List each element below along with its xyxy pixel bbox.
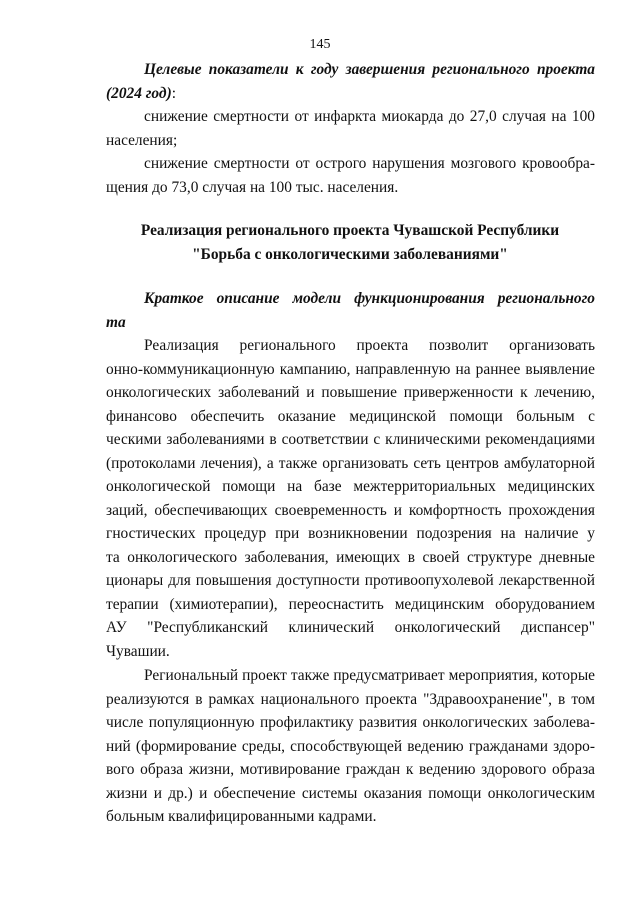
target-heading-line-2	[106, 82, 595, 106]
target-item-1-line-2: населения;	[106, 131, 178, 149]
p1-line-12: терапии (химиотерапии), переоснастить медицинским оборудованием	[106, 595, 595, 613]
section-title-line-1: Реализация регионального проекта Чувашской Республики	[140, 222, 560, 239]
model-description-subheading	[106, 287, 595, 334]
p2-line-6: жизни и др.) и обеспечение системы оказания помощи онкологическим	[106, 784, 595, 802]
p1-line-10: та онкологического заболевания, имеющих в своей структуре дневные	[106, 548, 595, 566]
p1-line-3: онкологических заболеваний и повышение приверженности к лечению,	[106, 384, 595, 401]
p2-line-7: больным квалифицированными кадрами.	[106, 808, 377, 825]
p2-line-4: ний (формирование среды, способствующей ведению гражданами здоро-	[106, 737, 595, 755]
p2-line-5: вого образа жизни, мотивирование граждан к ведению здорового образа	[106, 761, 595, 778]
paragraph-1	[106, 334, 595, 663]
p1-line-1: Реализация регионального проекта позволит организовать	[144, 337, 595, 354]
paragraph-2	[106, 664, 595, 829]
p1-line-5: ческими заболеваниями в соответствии с клиническими рекомендациями	[106, 431, 595, 448]
p1-line-7: онкологической помощи на базе межтерриториальных медицинских	[106, 478, 595, 495]
p1-line-14: Чувашии.	[106, 642, 170, 660]
target-heading-colon: :	[171, 84, 176, 102]
target-item-2-line-2: щения до 73,0 случая на 100 тыс. населения.	[106, 178, 399, 196]
page-number: 145	[309, 37, 331, 52]
target-heading-line-1: Целевые показатели к году завершения регионального проекта	[144, 61, 595, 78]
section-title-line-2: "Борьба с онкологическими заболеваниями"	[192, 245, 508, 263]
subheading-line-2: та	[106, 313, 126, 331]
p1-line-8: заций, обеспечивающих своевременность и комфортность прохождения	[106, 501, 595, 519]
p1-line-6: (протоколами лечения), а также организовать сеть центров амбулаторной	[106, 454, 595, 472]
target-item-1-line-1: снижение смертности от инфаркта миокарда до 27,0 случая на 100	[144, 108, 595, 125]
p2-line-1: Региональный проект также предусматривает мероприятия, которые	[144, 667, 595, 684]
p1-line-4: финансово обеспечить оказание медицинской помощи больным с	[106, 407, 595, 425]
section-title	[100, 219, 600, 266]
p1-line-11: ционары для повышения доступности противоопухолевой лекарственной	[106, 572, 595, 589]
target-item-2-line-1: снижение смертности от острого нарушения мозгового кровообра-	[144, 155, 595, 172]
target-indicators-block	[106, 58, 595, 199]
p1-line-13: АУ "Республиканский клинический онкологический диспансер"	[106, 619, 595, 636]
p2-line-2: реализуются в рамках национального проекта "Здравоохранение", в том	[106, 690, 595, 708]
p2-line-3: числе популяционную профилактику развития онкологических заболева-	[106, 714, 595, 731]
subheading-line-1: Краткое описание модели функционирования регионального	[144, 290, 595, 307]
p1-line-2: онно-коммуникационную кампанию, направленную на раннее выявление	[106, 360, 595, 378]
target-heading-year: (2024 год)	[106, 84, 172, 102]
p1-line-9: гностических процедур при возникновении подозрения на наличие у	[106, 525, 595, 542]
